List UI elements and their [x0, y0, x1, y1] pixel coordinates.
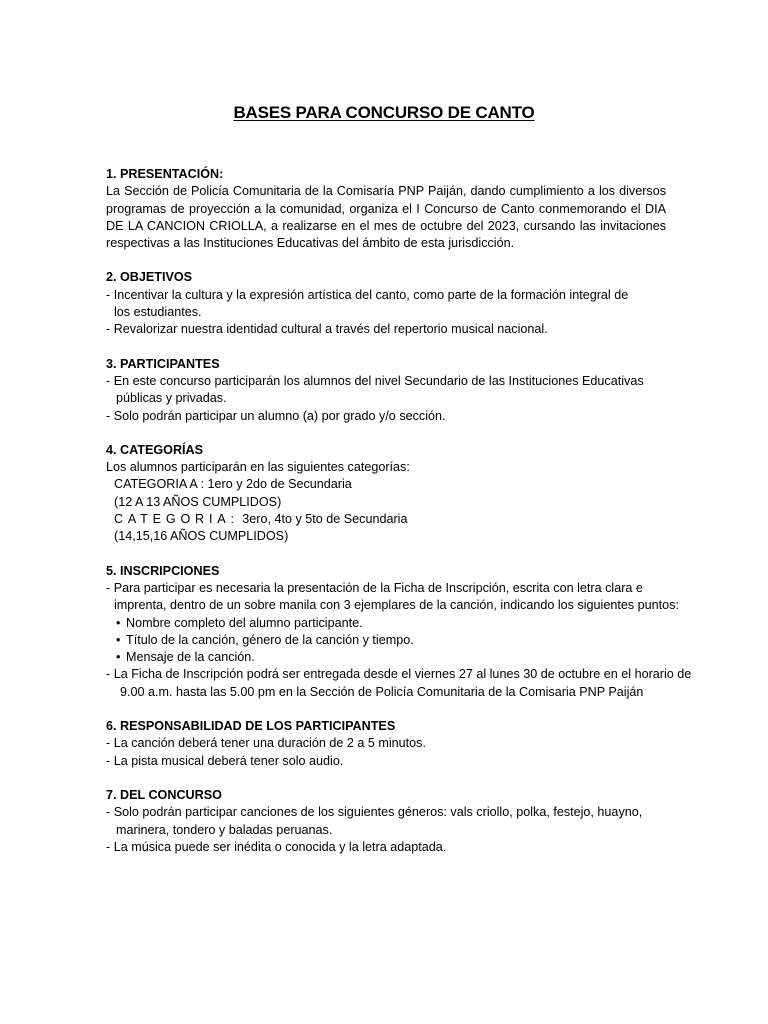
list-item: - Revalorizar nuestra identidad cultural a través del repertorio musical nacional.	[106, 322, 548, 337]
section-heading: 7. DEL CONCURSO	[106, 787, 222, 802]
section-heading: 4. CATEGORÍAS	[106, 442, 204, 457]
section-categorias	[106, 442, 666, 546]
list-item: - La Ficha de Inscripción podrá ser entregada desde el viernes 27 al lunes 30 de octubre en el horario de	[106, 667, 692, 682]
category-b	[106, 511, 666, 528]
section-intro: Los alumnos participarán en las siguientes categorías:	[106, 460, 410, 475]
list-item-continuation: 9.00 a.m. hasta las 5.00 pm en la Sección de Policía Comunitaria de la Comisaria PNP Paiján	[120, 684, 644, 699]
section-presentacion	[106, 166, 666, 252]
section-objetivos	[106, 269, 666, 338]
list-item-continuation: imprenta, dentro de un sobre manila con 3 ejemplares de la canción, indicando los siguientes puntos:	[114, 598, 679, 613]
section-responsabilidad	[106, 718, 666, 770]
section-participantes	[106, 356, 666, 425]
section-heading: 1. PRESENTACIÓN:	[106, 167, 224, 181]
list-item: - La canción deberá tener una duración de 2 a 5 minutos.	[106, 736, 426, 751]
bullet-item: • Nombre completo del alumno participante.	[106, 615, 666, 632]
category-a-age: (12 A 13 AÑOS CUMPLIDOS)	[114, 494, 282, 509]
category-a: CATEGORIA A : 1ero y 2do de Secundaria	[114, 477, 352, 492]
section-heading: 6. RESPONSABILIDAD DE LOS PARTICIPANTES	[106, 719, 396, 734]
category-b-text: 3ero, 4to y 5to de Secundaria	[242, 512, 408, 527]
section-del-concurso	[106, 787, 666, 856]
bullet-icon: •	[116, 632, 121, 647]
list-item: - Solo podrán participar un alumno (a) por grado y/o sección.	[106, 408, 446, 423]
list-item: - La música puede ser inédita o conocida y la letra adaptada.	[106, 839, 447, 854]
list-item-continuation: los estudiantes.	[114, 305, 202, 320]
section-heading: 2. OBJETIVOS	[106, 270, 193, 285]
bullet-item: • Mensaje de la canción.	[106, 649, 666, 666]
list-item-continuation: marinera, tondero y baladas peruanas.	[116, 822, 333, 837]
list-item: - Para participar es necesaria la presentación de la Ficha de Inscripción, escrita con letra clara e	[106, 580, 643, 595]
section-heading: 5. INSCRIPCIONES	[106, 563, 220, 578]
list-item: - Solo podrán participar canciones de los siguientes géneros: vals criollo, polka, festejo, huayno,	[106, 805, 643, 820]
document-title: BASES PARA CONCURSO DE CANTO	[233, 103, 535, 122]
category-b-label: CATEGORIA:	[114, 512, 239, 527]
list-item: - La pista musical deberá tener solo audio.	[106, 753, 344, 768]
list-item: - En este concurso participarán los alumnos del nivel Secundario de las Instituciones Educativas	[106, 373, 644, 388]
section-inscripciones	[106, 563, 692, 701]
bullet-icon: •	[116, 615, 121, 630]
bullet-icon: •	[116, 650, 121, 665]
category-b-age: (14,15,16 AÑOS CUMPLIDOS)	[114, 529, 289, 544]
section-paragraph: La Sección de Policía Comunitaria de la Comisaría PNP Paiján, dando cumplimiento a los diversos programas de proyección a la comunidad, organiza el I Concurso de Canto conmemorando el DIA DE LA CANCION CRIOLLA, a realizarse en el mes de octubre del 2023, cursando las invitaciones respectivas a las Instituciones Educativas del ámbito de esta jurisdicción.	[106, 184, 666, 251]
document-body	[106, 166, 692, 873]
section-heading: 3. PARTICIPANTES	[106, 356, 220, 371]
list-item: - Incentivar la cultura y la expresión artística del canto, como parte de la formación integral de	[106, 287, 629, 302]
bullet-item: • Título de la canción, género de la canción y tiempo.	[106, 632, 666, 649]
list-item-continuation: públicas y privadas.	[116, 391, 227, 406]
